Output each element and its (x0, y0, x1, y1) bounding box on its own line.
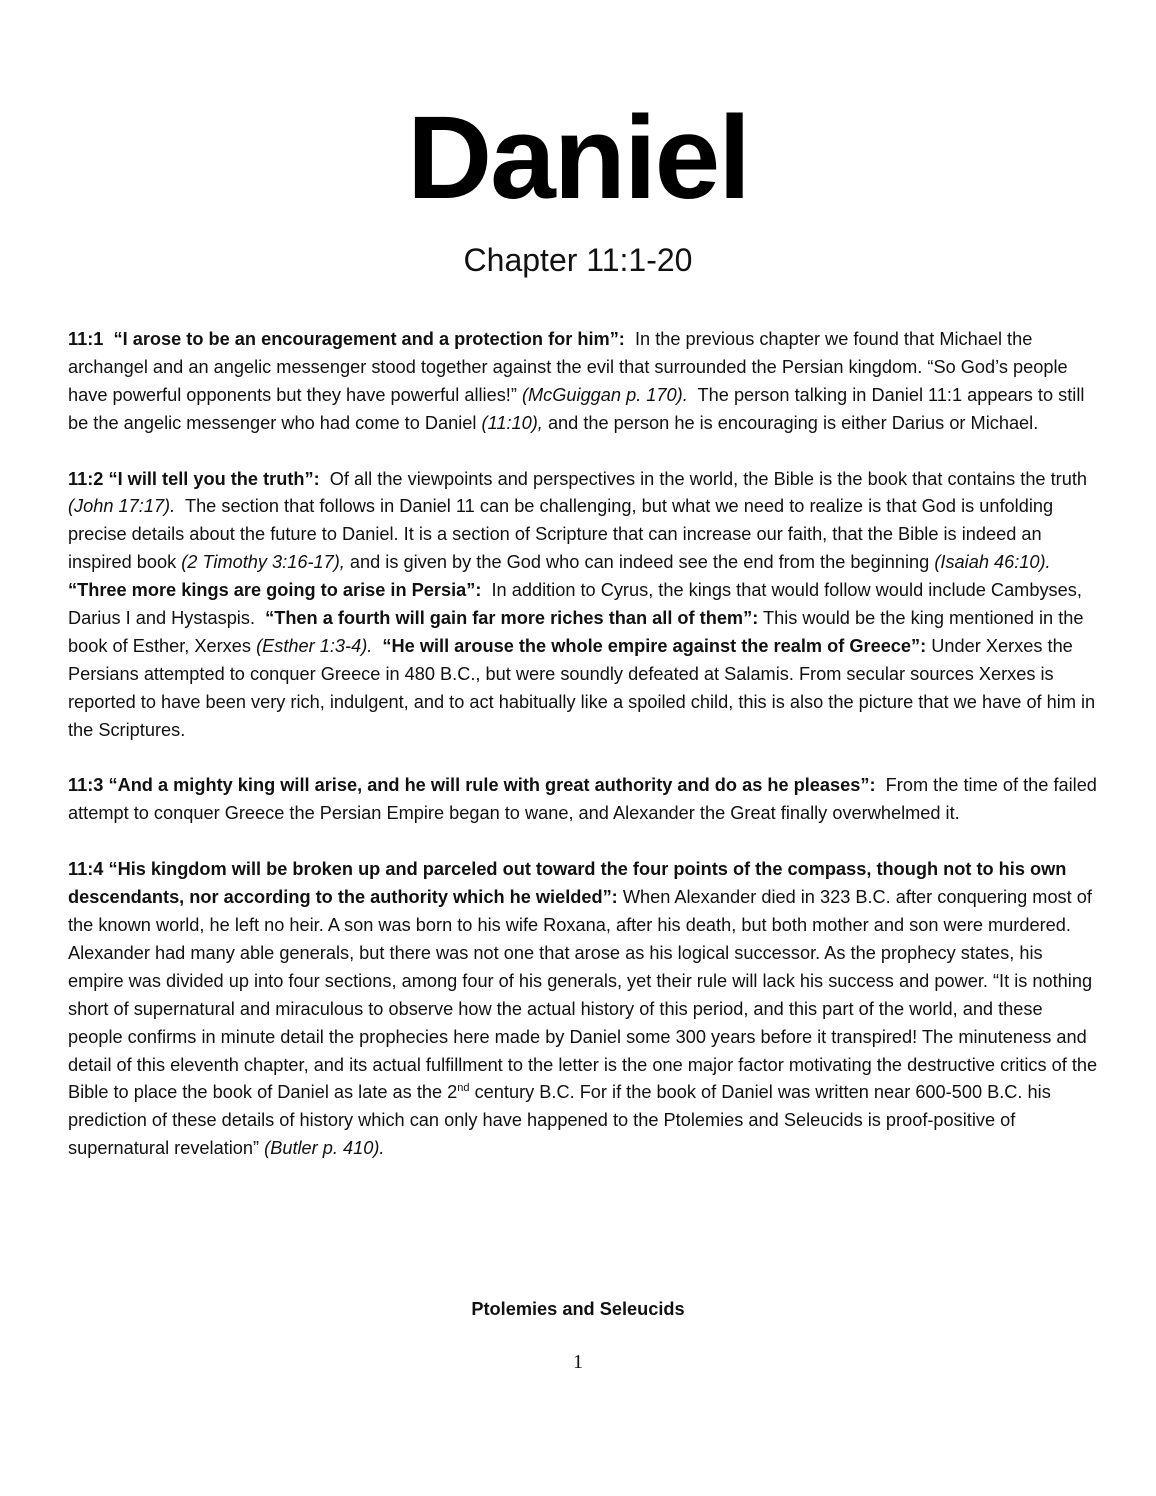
verse-quote: “He will arouse the whole empire against the realm of Greece”: (382, 635, 927, 656)
commentary-text: century B.C. For if the book of Daniel was written near 600-500 B.C. his prediction of these details of history which can only have happened to the Ptolemies and Seleucids is proof-positive of supernatural revelation” (68, 1082, 1051, 1159)
citation: (McGuiggan p. 170). (521, 384, 688, 405)
commentary-text: The person talking in Daniel 11:1 appears to still be the angelic messenger who had come to Daniel (68, 384, 1085, 433)
verse-quote: “His kingdom will be broken up and parceled out toward the four points of the compass, though not to his own descendants, nor according to the authority which he wielded”: (68, 859, 1067, 908)
verse-quote: “Three more kings are going to arise in Persia”: (68, 580, 482, 601)
verse-quote: “I arose to be an encouragement and a protection for him”: (113, 329, 625, 349)
paragraph-11-1 (68, 326, 1098, 438)
page-number: 1 (573, 1351, 583, 1373)
commentary-text: This would be the king mentioned in the book of Esther, Xerxes (68, 608, 1084, 656)
document-subtitle: Chapter 11:1-20 (463, 242, 693, 278)
verse-number: 11:1 (68, 329, 104, 349)
citation: (Esther 1:3-4). (256, 635, 373, 656)
verse-number: 11:3 (68, 775, 104, 796)
document-body (68, 326, 1098, 1191)
verse-quote: “Then a fourth will gain far more riches than all of them”: (265, 608, 759, 629)
citation: (11:10), (481, 412, 543, 433)
citation: (Isaiah 46:10). (934, 552, 1051, 573)
commentary-text: Under Xerxes the Persians attempted to conquer Greece in 480 B.C., but were soundly defeated at Salamis. From secular sources Xerxes is reported to have been very rich, indulgent, and to act habitually like a spoiled child, this is also the picture that we have of him in the Scriptures. (68, 635, 1096, 740)
citation: (John 17:17). (68, 496, 176, 517)
ordinal-suffix: nd (457, 1082, 470, 1095)
section-heading: Ptolemies and Seleucids (471, 1299, 685, 1319)
paragraph-11-4 (68, 856, 1098, 1163)
verse-quote: “And a mighty king will arise, and he will rule with great authority and do as he pleases”: (108, 775, 876, 796)
commentary-text: The section that follows in Daniel 11 can be challenging, but what we need to realize is that God is unfolding precise details about the future to Daniel. It is a section of Scripture that can increase our faith, that the Bible is indeed an inspired book (68, 496, 1054, 573)
commentary-text: When Alexander died in 323 B.C. after conquering most of the known world, he left no heir. A son was born to his wife Roxana, after his death, but both mother and son were murdered. Alexander had many able generals, but there was not one that arose as his logical successor. As the prophecy states, his empire was divided up into four sections, among four of his generals, yet their rule will lack his success and power. “It is nothing short of supernatural and miraculous to observe how the actual history of this period, and this part of the world, and these people confirms in minute detail the prophecies here made by Daniel some 300 years before it transpired! The minuteness and detail of this eleventh chapter, and its actual fulfillment to the letter is the one major factor motivating the destructive critics of the Bible to place the book of Daniel as late as the 2 (68, 887, 1098, 1103)
verse-number: 11:2 (68, 468, 104, 489)
commentary-text: and the person he is encouraging is either Darius or Michael. (547, 412, 1039, 433)
paragraph-11-3 (68, 772, 1098, 828)
commentary-text: Of all the viewpoints and perspectives in the world, the Bible is the book that contains the truth (329, 468, 1087, 489)
citation: (2 Timothy 3:16-17), (181, 552, 345, 573)
paragraph-11-2 (68, 466, 1098, 745)
citation: (Butler p. 410). (264, 1138, 385, 1159)
commentary-text: and is given by the God who can indeed see the end from the beginning (349, 552, 930, 573)
verse-number: 11:4 (68, 859, 104, 880)
commentary-text: In addition to Cyrus, the kings that would follow would include Cambyses, Darius I and Hystaspis. (68, 580, 1082, 629)
commentary-text: In the previous chapter we found that Michael the archangel and an angelic messenger stood together against the evil that surrounded the Persian kingdom. “So God’s people have powerful opponents but they have powerful allies!” (68, 329, 1068, 405)
document-title: Daniel (406, 92, 750, 224)
verse-quote: “I will tell you the truth”: (108, 468, 320, 489)
commentary-text: From the time of the failed attempt to conquer Greece the Persian Empire began to wane, and Alexander the Great finally overwhelmed it. (68, 775, 1097, 824)
